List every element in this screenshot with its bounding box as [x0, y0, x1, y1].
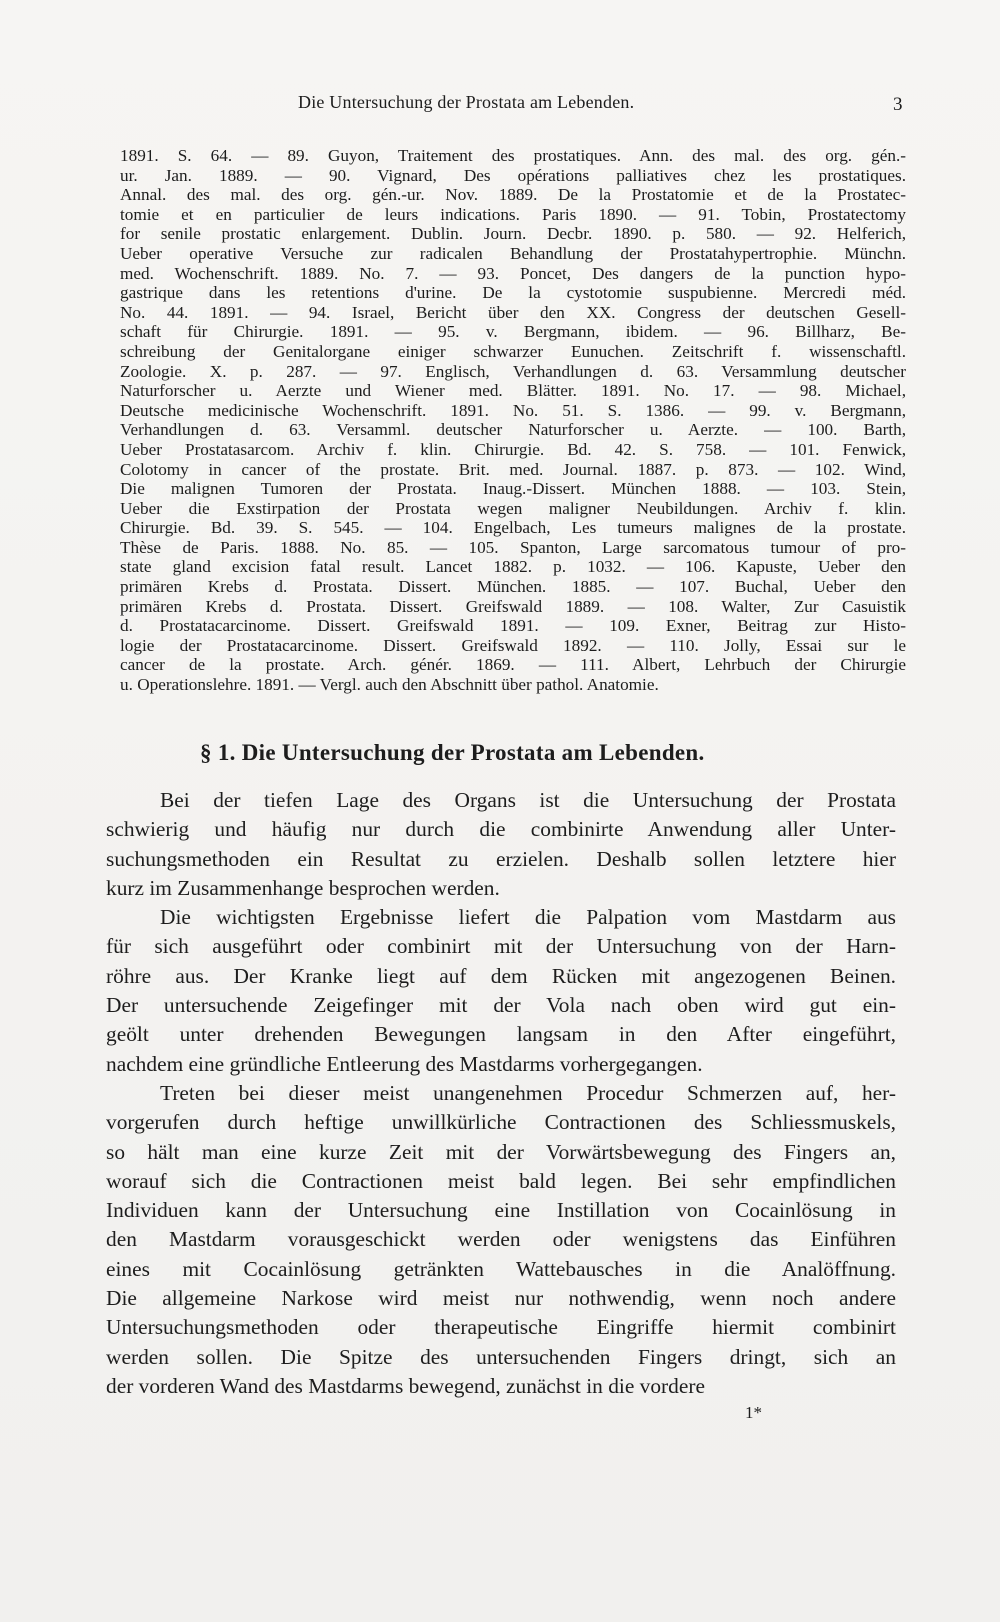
bibliography-line: cancer de la prostate. Arch. génér. 1869. — 111. Albert, Lehrbuch der Chirurgie — [120, 655, 906, 675]
paragraph-line: Untersuchungsmethoden oder therapeutische Eingriffe hiermit combinirt — [106, 1315, 896, 1340]
paragraph-line: den Mastdarm vorausgeschickt werden oder wenigstens das Einführen — [106, 1227, 896, 1252]
paragraph-line: schwierig und häufig nur durch die combinirte Anwendung aller Unter- — [106, 817, 896, 842]
bibliography-line: Ueber operative Versuche zur radicalen Behandlung der Prostatahypertrophie. Münchn. — [120, 243, 906, 263]
signature-mark: 1* — [745, 1403, 762, 1422]
paragraph-line: so hält man eine kurze Zeit mit der Vorwärtsbewegung des Fingers an, — [106, 1139, 896, 1164]
bibliography-line: schaft für Chirurgie. 1891. — 95. v. Bergmann, ibidem. — 96. Billharz, Be- — [120, 322, 906, 342]
paragraph-line: kurz im Zusammenhange besprochen werden. — [106, 875, 500, 900]
bibliography-line: Annal. des mal. des org. gén.-ur. Nov. 1889. De la Prostatomie et de la Prostatec- — [120, 185, 906, 205]
bibliography-line: u. Operationslehre. 1891. — Vergl. auch den Abschnitt über pathol. Anatomie. — [120, 675, 659, 695]
bibliography-line: for senile prostatic enlargement. Dublin. Journ. Decbr. 1890. p. 580. — 92. Helferich, — [120, 224, 906, 244]
paragraph-line: geölt unter drehenden Bewegungen langsam in den After eingeführt, — [106, 1022, 896, 1047]
paragraph-line: Bei der tiefen Lage des Organs ist die Untersuchung der Prostata — [160, 788, 896, 812]
page-number: 3 — [893, 94, 903, 115]
section-heading: § 1. Die Untersuchung der Prostata am Lebenden. — [200, 740, 705, 765]
bibliography-line: schreibung der Genitalorgane einiger schwarzer Eunuchen. Zeitschrift f. wissenschaftl. — [120, 341, 906, 361]
bibliography-line: Verhandlungen d. 63. Versamml. deutscher Naturforscher u. Aerzte. — 100. Barth, — [120, 420, 906, 440]
paragraph-line: für sich ausgeführt oder combinirt mit der Untersuchung von der Harn- — [106, 934, 896, 959]
bibliography-line: No. 44. 1891. — 94. Israel, Bericht über den XX. Congress der deutschen Gesell- — [120, 302, 906, 322]
paragraph-line: der vorderen Wand des Mastdarms bewegend, zunächst in die vordere — [106, 1373, 705, 1398]
bibliography-line: Zoologie. X. p. 287. — 97. Englisch, Verhandlungen d. 63. Versammlung deutscher — [120, 361, 906, 381]
bibliography-line: Thèse de Paris. 1888. No. 85. — 105. Spanton, Large sarcomatous tumour of pro- — [120, 537, 906, 557]
paragraph-line: Die allgemeine Narkose wird meist nur nothwendig, wenn noch andere — [106, 1286, 896, 1311]
paragraph-line: Der untersuchende Zeigefinger mit der Vola nach oben wird gut ein- — [106, 993, 896, 1018]
bibliography-line: logie der Prostatacarcinome. Dissert. Greifswald 1892. — 110. Jolly, Essai sur le — [120, 635, 906, 655]
bibliography-line: Die malignen Tumoren der Prostata. Inaug.-Dissert. München 1888. — 103. Stein, — [120, 479, 906, 499]
body-text — [106, 786, 896, 1401]
bibliography-line: Chirurgie. Bd. 39. S. 545. — 104. Engelbach, Les tumeurs malignes de la prostate. — [120, 518, 906, 538]
paragraph-line: suchungsmethoden ein Resultat zu erzielen. Deshalb sollen letztere hier — [106, 846, 896, 871]
bibliography-line: ur. Jan. 1889. — 90. Vignard, Des opérations palliatives chez les prostatiques. — [120, 165, 906, 185]
bibliography-line: 1891. S. 64. — 89. Guyon, Traitement des prostatiques. Ann. des mal. des org. gén.- — [120, 146, 906, 165]
paragraph-line: eines mit Cocainlösung getränkten Wattebausches in die Analöffnung. — [106, 1256, 896, 1281]
bibliography-line: gastrique dans les retentions d'urine. De la cystotomie suspubienne. Mercredi méd. — [120, 283, 906, 303]
paragraph-line: Treten bei dieser meist unangenehmen Procedur Schmerzen auf, her- — [160, 1080, 896, 1105]
paragraph-line: vorgerufen durch heftige unwillkürliche Contractionen des Schliessmuskels, — [106, 1110, 896, 1135]
bibliography-line: state gland excision fatal result. Lancet 1882. p. 1032. — 106. Kapuste, Ueber den — [120, 557, 906, 577]
bibliography-line: Ueber die Exstirpation der Prostata wegen maligner Neubildungen. Archiv f. klin. — [120, 498, 906, 518]
bibliography-line: Naturforscher u. Aerzte und Wiener med. Blätter. 1891. No. 17. — 98. Michael, — [120, 381, 906, 401]
paragraph-line: röhre aus. Der Kranke liegt auf dem Rücken mit angezogenen Beinen. — [106, 963, 896, 988]
paragraph-line: Individuen kann der Untersuchung eine Instillation von Cocainlösung in — [106, 1198, 896, 1223]
running-head — [0, 92, 1000, 122]
bibliography-line: d. Prostatacarcinome. Dissert. Greifswald 1891. — 109. Exner, Beitrag zur Histo- — [120, 616, 906, 636]
bibliography-line: tomie et en particulier de leurs indications. Paris 1890. — 91. Tobin, Prostatectomy — [120, 204, 906, 224]
bibliography-line: Ueber Prostatasarcom. Archiv f. klin. Chirurgie. Bd. 42. S. 758. — 101. Fenwick, — [120, 439, 906, 459]
bibliography-line: med. Wochenschrift. 1889. No. 7. — 93. Poncet, Des dangers de la punction hypo- — [120, 263, 906, 283]
bibliography-line: primären Krebs d. Prostata. Dissert. Greifswald 1889. — 108. Walter, Zur Casuistik — [120, 596, 906, 616]
paragraph-line: worauf sich die Contractionen meist bald legen. Bei sehr empfindlichen — [106, 1168, 896, 1193]
bibliography-line: primären Krebs d. Prostata. Dissert. München. 1885. — 107. Buchal, Ueber den — [120, 577, 906, 597]
paragraph-line: nachdem eine gründliche Entleerung des Mastdarms vorhergegangen. — [106, 1051, 703, 1076]
bibliography-line: Deutsche medicinische Wochenschrift. 1891. No. 51. S. 1386. — 99. v. Bergmann, — [120, 400, 906, 420]
paragraph-line: Die wichtigsten Ergebnisse liefert die Palpation vom Mastdarm aus — [160, 905, 896, 930]
running-title: Die Untersuchung der Prostata am Lebenden. — [298, 92, 635, 112]
bibliography-line: Colotomy in cancer of the prostate. Brit. med. Journal. 1887. p. 873. — 102. Wind, — [120, 459, 906, 479]
paragraph-line: werden sollen. Die Spitze des untersuchenden Fingers dringt, sich an — [106, 1344, 896, 1369]
bibliography-block — [120, 146, 906, 695]
